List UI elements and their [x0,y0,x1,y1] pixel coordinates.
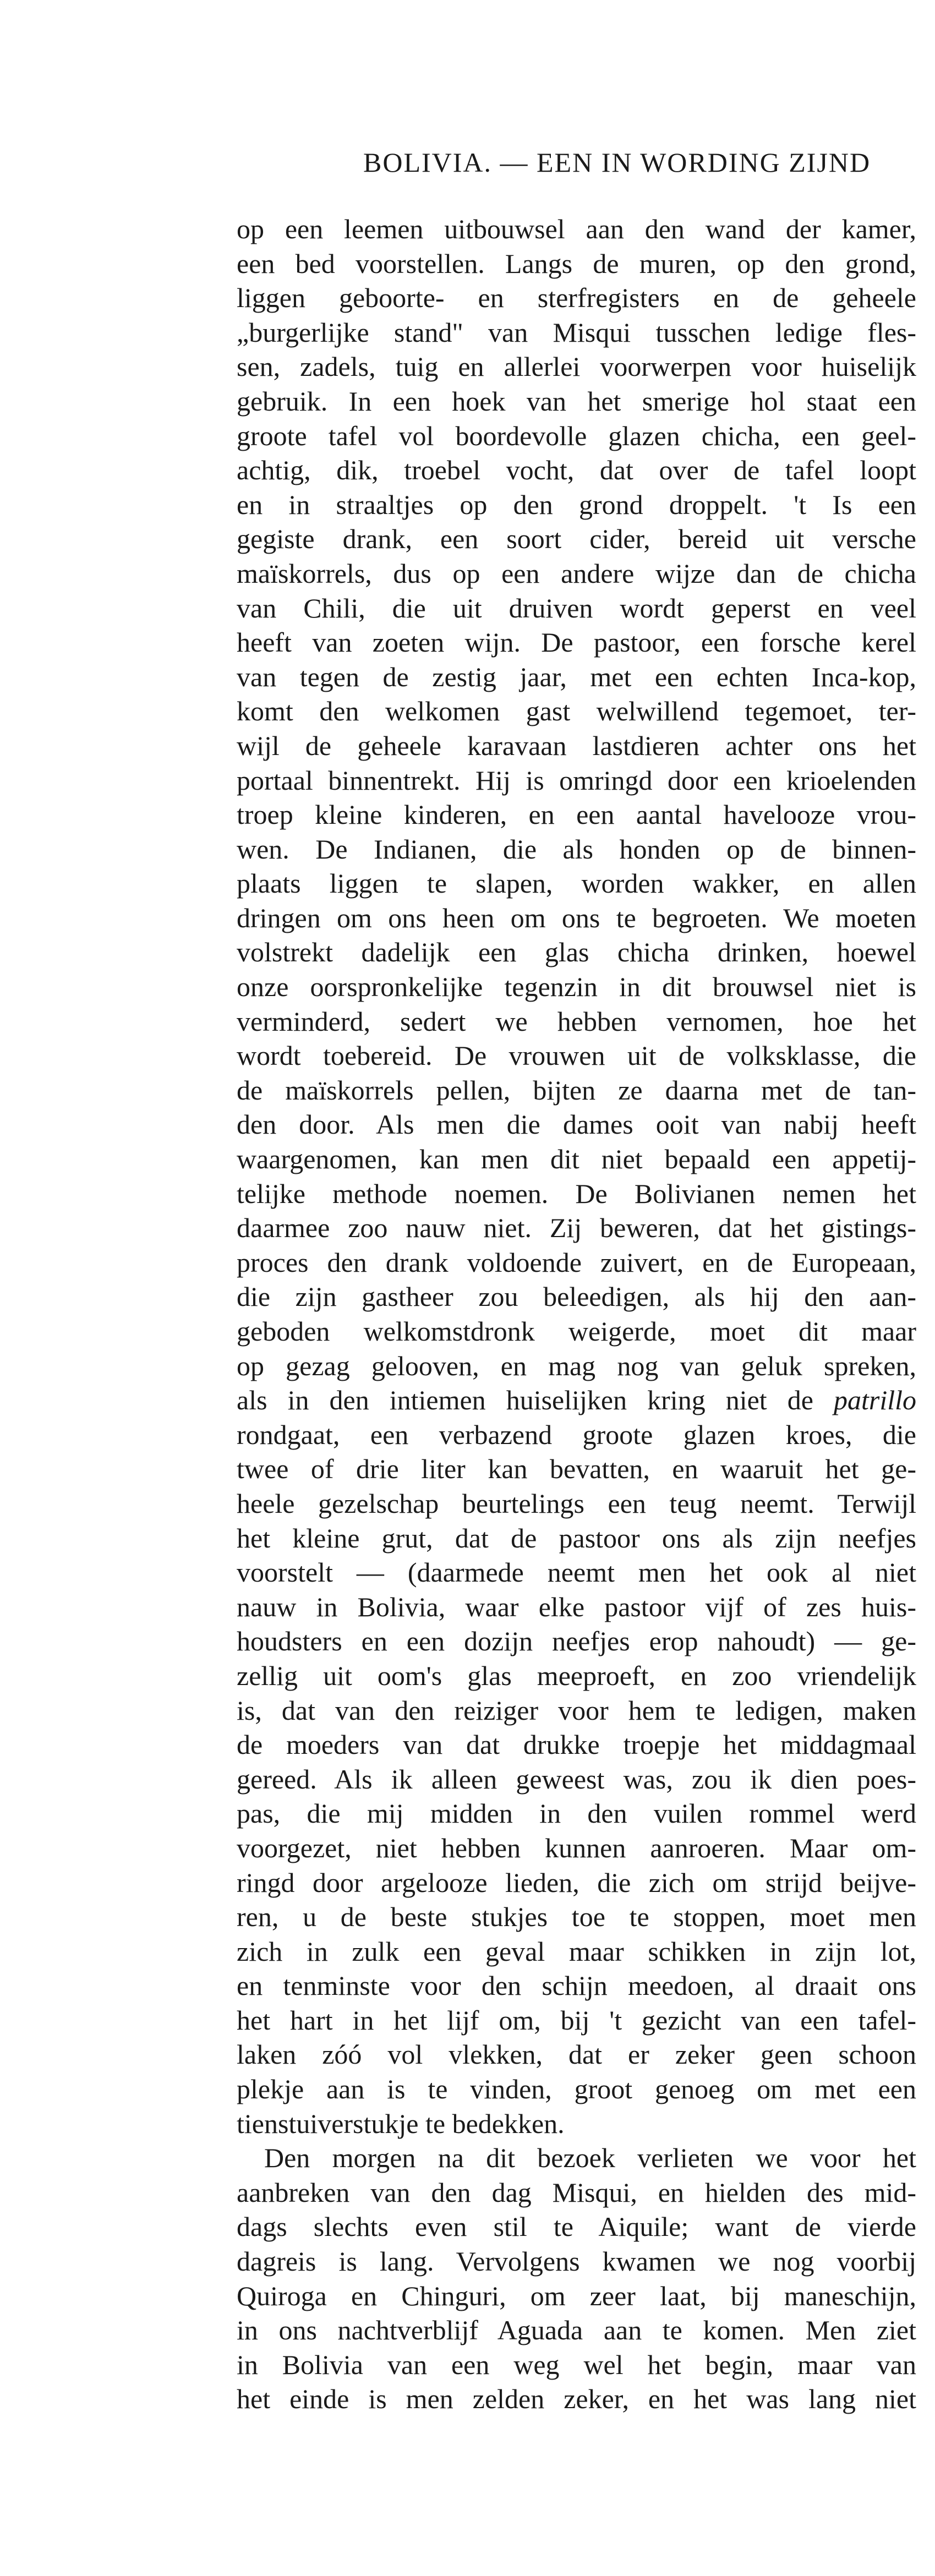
text-line-content: proces den drank voldoende zuivert, en de Europeaan, [237,1246,916,1278]
text-line [237,1590,916,1625]
text-line-content: de moeders van dat drukke troepje het middagmaal [237,1729,916,1760]
text-line-content: voorstelt — (daarmede neemt men het ook al niet [237,1557,916,1588]
text-line-content: Quiroga en Chinguri, om zeer laat, bij maneschijn, [237,2280,916,2311]
text-line-content: houdsters en een dozijn neefjes erop nahoudt) — ge- [237,1626,916,1657]
text-line [237,1693,916,1728]
text-line [237,1314,916,1349]
text-line [237,2244,916,2279]
text-line [237,660,916,694]
text-line-content: daarmee zoo nauw niet. Zij beweren, dat het gistings- [237,1212,916,1244]
text-line [237,1762,916,1797]
text-line-content: tienstuiverstukje te bedekken. [237,2108,565,2139]
body-text [237,212,916,2416]
text-line [237,729,916,763]
text-line [237,797,916,832]
text-line-content: heeft van zoeten wijn. De pastoor, een forsche kerel [237,627,916,658]
text-line [237,556,916,591]
text-line [237,1349,916,1383]
text-line-content: van tegen de zestig jaar, met een echten Inca-kop, [237,661,916,692]
text-line [237,1452,916,1486]
text-line [237,1279,916,1314]
text-line-content: in Bolivia van een weg wel het begin, maar van [237,2349,916,2380]
text-line-content: gegiste drank, een soort cider, bereid uit versche [237,523,916,555]
text-line [237,866,916,901]
text-line-content: het kleine grut, dat de pastoor ons als zijn neefjes [237,1522,916,1554]
text-line-content: wen. De Indianen, die als honden op de binnen- [237,833,916,865]
text-line [237,625,916,660]
text-line [237,591,916,626]
text-line [237,1831,916,1866]
text-line-content: in ons nachtverblijf Aguada aan te komen. Men ziet [237,2315,916,2346]
text-line-content: onze oorspronkelijke tegenzin in dit brouwsel niet is [237,971,916,1003]
text-line [237,1142,916,1177]
text-line [237,247,916,281]
text-line [237,453,916,488]
text-line [237,1727,916,1762]
text-line-content: op een leemen uitbouwsel aan den wand der kamer, [237,214,916,244]
text-line [237,1624,916,1659]
text-line-content: verminderd, sedert we hebben vernomen, hoe het [237,1005,916,1037]
text-line [237,1004,916,1039]
text-line [237,1211,916,1245]
text-line [237,694,916,729]
text-line-content: plaats liggen te slapen, worden wakker, en allen [237,868,916,899]
text-line-content: waargenomen, kan men dit niet bepaald een appetij- [237,1144,916,1175]
text-line-content: van Chili, die uit druiven wordt geperst en veel [237,592,916,624]
text-line [237,832,916,867]
text-line [237,419,916,453]
text-line-content: dagreis is lang. Vervolgens kwamen we nog voorbij [237,2246,916,2277]
text-line-content: is, dat van den reiziger voor hem te ledigen, maken [237,1694,916,1726]
text-line [237,212,916,247]
text-line-content: gebruik. In een hoek van het smerige hol staat een [237,385,916,417]
text-line-content: en tenminste voor den schijn meedoen, al draait ons [237,1970,916,2001]
text-line-content: op gezag gelooven, en mag nog van geluk spreken, [237,1350,916,1381]
text-line-content: plekje aan is te vinden, groot genoeg om met een [237,2074,916,2105]
text-line [237,1555,916,1590]
text-line [237,1107,916,1142]
text-line-content: voorgezet, niet hebben kunnen aanroeren. Maar om- [237,1832,916,1863]
text-line-content: geboden welkomstdronk weigerde, moet dit maar [237,1316,916,1347]
text-line-content: ringd door argelooze lieden, die zich om strijd beijve- [237,1867,916,1898]
text-line-content: dringen om ons heen om ons te begroeten. We moeten [237,902,916,933]
text-line [237,315,916,350]
text-line-content: een bed voorstellen. Langs de muren, op den grond, [237,248,916,279]
text-line-content: het hart in het lijf om, bij 't gezicht van een tafel- [237,2004,916,2036]
text-line-content: en in straaltjes op den grond droppelt. 't Is een [237,489,916,520]
text-line [237,1177,916,1211]
text-line [237,349,916,384]
text-line-content: als in den intiemen huiselijken kring niet de [237,1385,834,1416]
text-line-content: zellig uit oom's glas meeproeft, en zoo vriendelijk [237,1660,916,1691]
text-line [237,1934,916,1969]
text-line-content: ren, u de beste stukjes toe te stoppen, moet men [237,1901,916,1933]
text-line-content: „burgerlijke stand" van Misqui tusschen ledige fles- [237,316,916,348]
text-line-content: laken zóó vol vlekken, dat er zeker geen schoon [237,2039,916,2070]
text-line [237,2107,916,2141]
text-line [237,1796,916,1831]
text-line [237,488,916,522]
text-line-content: rondgaat, een verbazend groote glazen kroes, die [237,1419,916,1450]
text-line-content: die zijn gastheer zou beleedigen, als hij den aan- [237,1281,916,1312]
running-head: BOLIVIA. — EEN IN WORDING ZIJND [363,147,871,178]
italic-word: patrillo [833,1385,916,1416]
text-line [237,2313,916,2348]
text-line [237,1073,916,1108]
text-line-content: pas, die mij midden in den vuilen rommel werd [237,1798,916,1829]
text-line-content: achtig, dik, troebel vocht, dat over de tafel loopt [237,455,916,486]
text-line-content: wordt toebereid. De vrouwen uit de volksklasse, die [237,1040,916,1071]
text-line [237,384,916,419]
text-line [237,1866,916,1900]
text-line [237,2279,916,2314]
text-line [237,1900,916,1934]
text-line-content: nauw in Bolivia, waar elke pastoor vijf of zes huis- [237,1591,916,1622]
text-line-content: groote tafel vol boordevolle glazen chicha, een geel- [237,420,916,451]
text-line [237,935,916,970]
text-line-content: volstrekt dadelijk een glas chicha drinken, hoewel [237,937,916,968]
text-line [237,2209,916,2244]
text-line [237,2382,916,2416]
text-line-content: zich in zulk een geval maar schikken in zijn lot, [237,1935,916,1967]
text-line [237,1383,916,1418]
text-line [237,1038,916,1073]
text-line-content: den door. Als men die dames ooit van nabij heeft [237,1109,916,1140]
text-line-content: wijl de geheele karavaan lastdieren achter ons het [237,730,916,761]
text-line [237,763,916,798]
text-line [237,970,916,1004]
text-line [237,2072,916,2107]
text-line-content: dags slechts even stil te Aiquile; want de vierde [237,2211,916,2243]
text-line [237,522,916,556]
text-line [237,1659,916,1693]
text-line-content: het einde is men zelden zeker, en het was lang niet [237,2383,916,2415]
text-line [237,901,916,936]
text-line [237,2175,916,2210]
text-line-content: sen, zadels, tuig en allerlei voorwerpen voor huiselijk [237,351,916,382]
text-line [237,2348,916,2382]
text-line-content: troep kleine kinderen, en een aantal havelooze vrou- [237,799,916,830]
text-line [237,1486,916,1521]
text-line-content: komt den welkomen gast welwillend tegemoet, ter- [237,696,916,727]
text-line [237,2037,916,2072]
text-line-content: telijke methode noemen. De Bolivianen nemen het [237,1178,916,1209]
text-line [237,2003,916,2038]
text-line [237,2141,916,2175]
text-line-content: maïskorrels, dus op een andere wijze dan de chicha [237,557,916,589]
text-line-content: de maïskorrels pellen, bijten ze daarna met de tan- [237,1074,916,1106]
text-line-content: gereed. Als ik alleen geweest was, zou ik dien poes- [237,1763,916,1795]
text-line-content: twee of drie liter kan bevatten, en waaruit het ge- [237,1453,916,1485]
text-line [237,1245,916,1280]
text-line-content: portaal binnentrekt. Hij is omringd door een krioelenden [237,764,916,796]
text-line-content: heele gezelschap beurtelings een teug neemt. Terwijl [237,1487,916,1519]
text-line [237,1968,916,2003]
text-line-content: aanbreken van den dag Misqui, en hielden des mid- [237,2176,916,2208]
text-line [237,1418,916,1452]
text-line [237,281,916,315]
text-line-content: liggen geboorte- en sterfregisters en de geheele [237,282,916,314]
text-line [237,1521,916,1556]
text-line-content: Den morgen na dit bezoek verlieten we voor het [264,2142,916,2174]
